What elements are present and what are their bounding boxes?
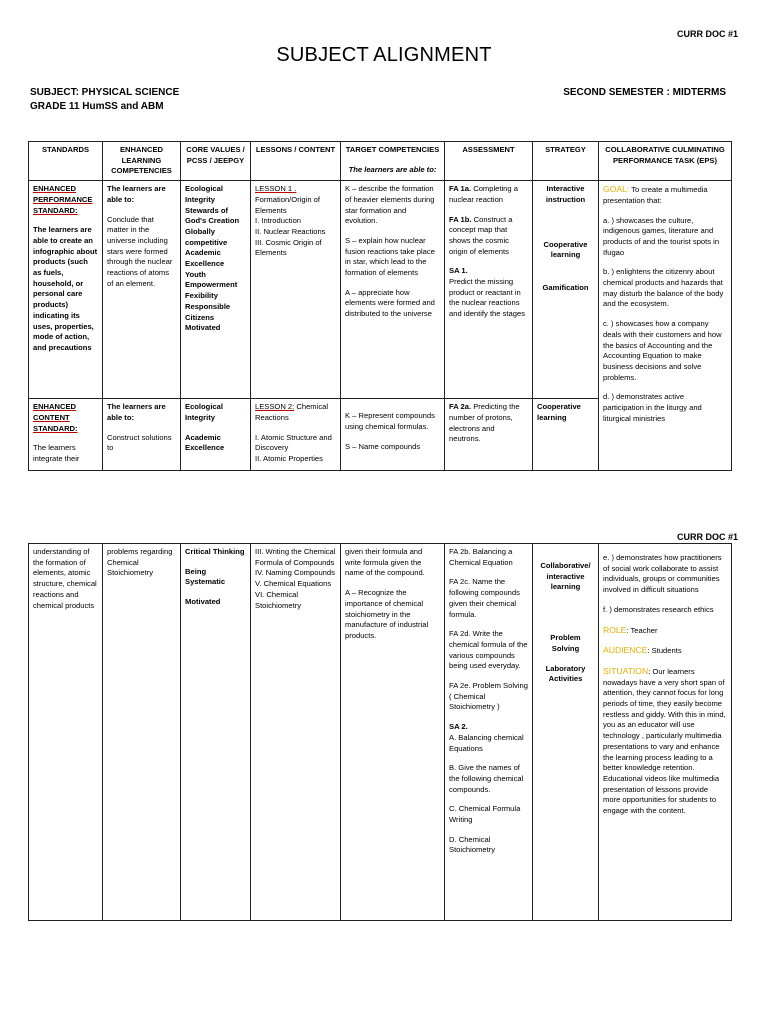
doc-number: CURR DOC #1 [676,532,738,542]
row-lesson-1 [29,181,732,399]
collab-situation [603,666,727,817]
situation-label: SITUATION [603,665,649,676]
sa-1-text: Predict the missing product or reactant in the nuclear reactions and identify the stages [449,277,525,319]
core-value: Responsible Citizens [185,301,231,322]
lesson-item: I. Atomic Structure and Discovery [255,432,332,453]
col-collab: COLLABORATIVE CULMINATING PERFORMANCE TASK (EPS) [599,142,732,181]
standard-body: The learners are able to create an infographic about products (such as fuels, household, or personal care products) indicating its uses, properties, mode of action, and precautions [33,225,98,352]
assessment-cell [445,181,533,399]
col-core-values: CORE VALUES / PCSS / JEEPGY [181,142,251,181]
sa-1-label: SA 1. [449,266,468,276]
strategy-cell [533,399,599,471]
lesson-cell [251,181,341,399]
collab-item-b: b. ) enlightens the citizenry about chemical products and hazards that may disturb the balance of the body and the ecosystem. [603,267,724,309]
fa-2d: FA 2d. Write the chemical formula of the various compounds being used everyday. [449,629,528,671]
strategy-item: Problem Solving [550,633,581,653]
fa-1b-text: Construct a concept map that shows the cosmic origin of elements [449,214,513,256]
target-cell [341,181,445,399]
elc-cell [103,544,181,921]
lesson-item: II. Nuclear Reactions [255,226,326,236]
situation-text: : Our learners nowadays have a very short span of attention, they cannot focus for long periods of time, they easily become restless and giddy. With this in mind, you as an educator will use technology , particularly multimedia presentations to vary and enhance the learning process leading to a better knowledge retention. Educational videos like multimedia presentation of lessons provide more opportunities for students to engage with the content. [603,666,726,816]
core-values-cell [181,181,251,399]
subject-info [30,86,179,114]
standard-body: The learners integrate their [33,443,80,463]
sa-2-item: B. Give the names of the following chemical compounds. [449,763,524,794]
elc-intro: The learners are able to: [107,184,166,204]
target-subheader: The learners are able to: [348,164,437,174]
target-cell [341,399,445,471]
document-page-2 [0,526,768,1024]
alignment-table-1 [28,141,732,471]
collab-item-c: c. ) showcases how a company deals with their customers and how the basics of Accounting and the Accounting Equation to make business decisions and solve problems. [603,319,722,382]
standard-cell [29,399,103,471]
lesson-title [255,402,336,423]
goal-label: GOAL: [603,184,630,195]
role-text: : Teacher [626,625,658,635]
lesson-title-rest: Chemical Reactions [255,402,329,422]
fa-1b [449,215,528,258]
standard-cell [29,544,103,921]
collab-role [603,625,727,637]
standard-title: ENHANCED CONTENT STANDARD: [33,402,78,433]
fa-2a [449,402,528,445]
strategy-item: Laboratory Activities [545,663,586,684]
lesson-item: IV. Naming Compounds [255,568,335,578]
strategy-item: Collaborative/ interactive learning [540,561,591,592]
core-value: Globally competitive [185,226,228,247]
fa-2b: FA 2b. Balancing a Chemical Equation [449,547,513,567]
col-strategy: STRATEGY [533,142,599,181]
strategy-cell [533,181,599,399]
strategy-cell [533,544,599,921]
sa-2-item: C. Chemical Formula Writing [449,804,521,825]
target-cell [341,544,445,921]
core-value: Ecological Integrity [185,402,223,422]
lesson-cell [251,544,341,921]
collab-item-f: f. ) demonstrates research ethics [603,604,714,614]
core-value: Critical Thinking [185,547,245,556]
audience-label: AUDIENCE [603,645,648,656]
core-value: Stewards of God's Creation [185,205,240,226]
assessment-cell [445,399,533,471]
lesson-item: III. Cosmic Origin of Elements [255,237,322,258]
col-target [341,142,445,181]
lesson-item: V. Chemical Equations [255,579,332,589]
fa-1a-text: Completing a nuclear reaction [449,184,518,204]
standard-title: ENHANCED PERFORMANCE STANDARD: [33,184,93,215]
target-a: A – appreciate how elements were formed and distributed to the universe [345,287,435,319]
col-lessons: LESSONS / CONTENT [251,142,341,181]
collab-item-d: d. ) demonstrates active participation in the liturgy and liturgical ministries [603,392,702,423]
core-value: Academic Excellence [185,248,225,269]
core-values-cell [181,399,251,471]
sa-2-label: SA 2. [449,722,468,732]
sa-2-item: A. Balancing chemical Equations [449,732,524,753]
core-value: Being Systematic [185,566,226,587]
target-k: K – Represent compounds using chemical formulas. [345,411,435,431]
fa-2c: FA 2c. Name the following compounds given their chemical formula. [449,577,520,619]
core-value: Motivated [185,323,221,333]
subject-line: SUBJECT: PHYSICAL SCIENCE [30,87,180,98]
row-lesson-2-continued [29,544,732,921]
elc-cell [103,399,181,471]
grade-line: GRADE 11 HumSS and ABM [30,101,164,112]
elc-body: Conclude that matter in the universe including stars were formed through the nuclear reactions of atoms of an element. [107,214,173,288]
standard-body: understanding of the formation of elements, atomic structure, chemical reactions and chemical products [33,547,97,610]
lesson-item: I. Introduction [255,216,302,226]
standard-cell [29,181,103,399]
doc-number: CURR DOC #1 [676,29,738,39]
col-enhanced-learning: ENHANCED LEARNING COMPETENCIES [103,142,181,181]
core-value: Ecological Integrity [185,184,223,204]
fa-2a-text: Predicting the number of protons, electrons and neutrons. [449,402,520,444]
target-s: S – Name compounds [345,441,421,451]
lesson-item: Formation/Origin of Elements [255,194,320,215]
target-s: S – explain how nuclear fusion reactions take place in star, which lead to the formation of elements [345,235,435,278]
goal-text: To create a multimedia presentation that: [603,185,708,205]
core-value: Fexibility [185,291,218,301]
strategy-item: Interactive instruction [545,184,586,204]
lesson-item: VI. Chemical Stoichiometry [255,589,302,610]
strategy-item: Gamification [542,282,589,292]
core-value: Academic Excellence [185,432,225,453]
target-header: TARGET COMPETENCIES [345,145,440,154]
strategy-item: Cooperative learning [543,239,588,260]
elc-cell [103,181,181,399]
sa-2-item: D. Chemical Stoichiometry [449,834,496,855]
core-value: Motivated [185,597,221,607]
elc-body: Construct solutions to [107,432,172,453]
document-page-1 [0,0,768,510]
elc-body: problems regarding Chemical Stoichiometry [107,547,173,578]
collab-cell [599,181,732,471]
lesson-cell [251,399,341,471]
semester-line: SECOND SEMESTER : MIDTERMS [563,87,726,98]
header-row [29,142,732,181]
target-a: A – Recognize the importance of chemical stoichiometry in the manufacture of industrial products. [345,588,429,640]
col-assessment: ASSESSMENT [445,142,533,181]
collab-cell [599,544,732,921]
lesson-title: LESSON 1 . [255,184,297,194]
elc-intro: The learners are able to: [107,402,166,422]
fa-1b-label: FA 1b. [449,214,472,224]
core-values-cell [181,544,251,921]
lesson-item: III. Writing the Chemical Formula of Compounds [255,547,336,567]
strategy-item: Cooperative learning [537,402,581,422]
fa-2a-label: FA 2a. [449,402,472,412]
target-k: K – describe the formation of heavier elements during star formation and evolution. [345,184,435,226]
lesson-title-label: LESSON 2: [255,402,295,412]
lesson-item: II. Atomic Properties [255,453,323,463]
fa-1a [449,184,528,205]
audience-text: : Students [647,646,682,656]
collab-item-e: e. ) demonstrates how practitioners of social work collaborate to assist individuals, groups or communities involved in difficult situations [603,553,722,595]
collab-item-a: a. ) showcases the culture, indigenous games, literature and products of and the tourist spots in Ifugao [603,215,720,257]
page-separator [0,510,768,526]
core-value: Youth Empowerment [185,269,238,290]
collab-goal [603,184,727,206]
fa-1a-label: FA 1a. [449,184,472,194]
col-standards: STANDARDS [29,142,103,181]
assessment-cell [445,544,533,921]
collab-audience [603,645,727,657]
page-title: SUBJECT ALIGNMENT [276,44,492,66]
alignment-table-2 [28,543,732,921]
target-s-continued: given their formula and write formula given the name of the compound. [345,547,425,578]
fa-2e: FA 2e. Problem Solving ( Chemical Stoichiometry ) [449,681,528,712]
role-label: ROLE [603,624,627,635]
